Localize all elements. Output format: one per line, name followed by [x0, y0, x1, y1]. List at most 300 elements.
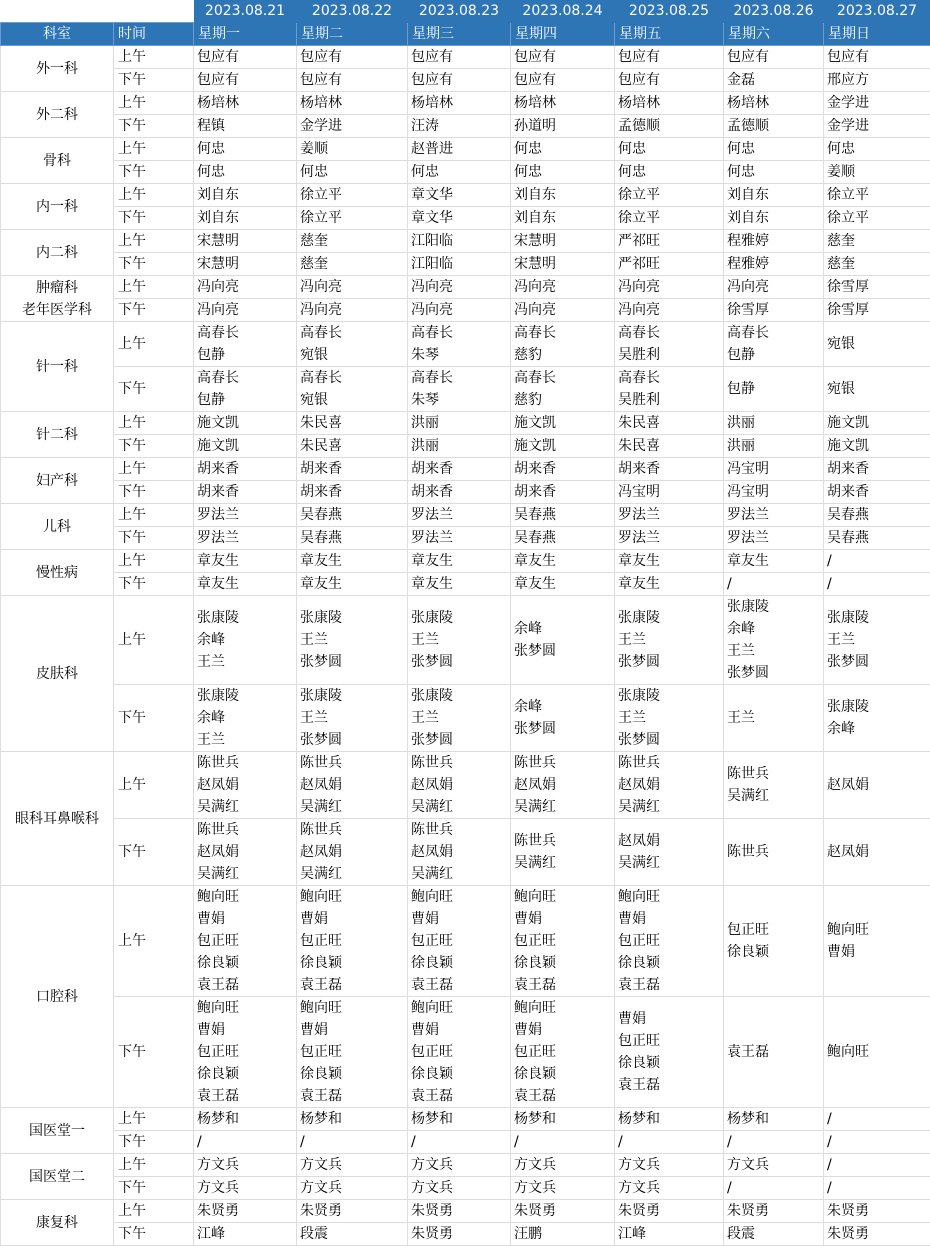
doctor-name: 朱贤勇 — [618, 1203, 660, 1219]
dept-name-secondary: 老年医学科 — [22, 302, 92, 318]
doctor-name: 章友生 — [197, 553, 239, 569]
doctor-cell — [615, 573, 724, 596]
doctor-name: 徐良颖 — [197, 1066, 239, 1082]
doctor-cell — [511, 504, 615, 527]
doctor-name: 曹娟 — [300, 1022, 328, 1038]
doctor-name: 包应有 — [197, 49, 239, 65]
doctor-name: 陈世兵 — [514, 833, 556, 849]
doctor-name: 包应有 — [411, 72, 453, 88]
doctor-name: 朱琴 — [411, 347, 439, 363]
doctor-name: 包正旺 — [514, 933, 556, 949]
doctor-cell — [194, 481, 297, 504]
doctor-name: 赵凤娟 — [300, 777, 342, 793]
doctor-name: 曹娟 — [827, 944, 855, 960]
doctor-cell — [297, 184, 408, 207]
doctor-name: 张梦圆 — [300, 732, 342, 748]
doctor-cell — [511, 230, 615, 253]
doctor-cell — [194, 161, 297, 184]
doctor-cell — [297, 322, 408, 367]
doctor-cell — [615, 886, 724, 997]
doctor-name: 张康陵 — [411, 610, 453, 626]
doctor-name: 章友生 — [411, 553, 453, 569]
doctor-cell — [824, 69, 930, 92]
doctor-cell — [297, 1200, 408, 1223]
doctor-cell — [511, 481, 615, 504]
doctor-name: 袁王磊 — [197, 1088, 239, 1104]
doctor-cell — [408, 573, 511, 596]
doctor-cell — [615, 1200, 724, 1223]
doctor-name: 姜顺 — [300, 141, 328, 157]
doctor-name: 冯向亮 — [411, 302, 453, 318]
doctor-cell — [615, 253, 724, 276]
doctor-name: 何忠 — [827, 141, 855, 157]
period-cell: 下午 — [114, 1177, 194, 1200]
period-cell: 下午 — [114, 1223, 194, 1246]
doctor-name: 徐良颖 — [411, 1066, 453, 1082]
doctor-cell — [824, 685, 930, 752]
doctor-name: 赵凤娟 — [411, 777, 453, 793]
doctor-name: 王兰 — [411, 710, 439, 726]
doctor-cell — [724, 458, 824, 481]
doctor-cell — [408, 253, 511, 276]
period-cell: 下午 — [114, 367, 194, 412]
doctor-cell — [824, 367, 930, 412]
doctor-name: 江峰 — [618, 1226, 646, 1242]
doctor-name: 曹娟 — [514, 911, 542, 927]
doctor-name: 吴胜利 — [618, 347, 660, 363]
doctor-cell — [615, 1223, 724, 1246]
doctor-cell — [824, 1177, 930, 1200]
doctor-cell — [408, 230, 511, 253]
doctor-name: 杨培林 — [618, 95, 660, 111]
doctor-name: 汪涛 — [411, 118, 439, 134]
doctor-cell — [511, 1131, 615, 1154]
doctor-cell — [615, 69, 724, 92]
doctor-cell — [511, 276, 615, 299]
doctor-name: 杨梦和 — [618, 1111, 660, 1127]
doctor-name: 朱贤勇 — [411, 1203, 453, 1219]
doctor-name: 慈豹 — [514, 392, 542, 408]
doctor-cell — [194, 1154, 297, 1177]
doctor-name: 徐良颖 — [727, 944, 769, 960]
doctor-cell — [194, 367, 297, 412]
doctor-cell — [724, 184, 824, 207]
schedule-row — [1, 230, 930, 253]
doctor-name: 吴春燕 — [300, 507, 342, 523]
dept-name-cell — [1, 1200, 114, 1246]
doctor-name: 冯宝明 — [727, 461, 769, 477]
doctor-name: 赵凤娟 — [618, 833, 660, 849]
doctor-cell — [194, 527, 297, 550]
doctor-cell — [615, 322, 724, 367]
period-cell: 上午 — [114, 46, 194, 69]
doctor-name: 吴满红 — [300, 799, 342, 815]
dept-name-cell — [1, 322, 114, 412]
doctor-cell — [297, 458, 408, 481]
doctor-name: 曹娟 — [411, 1022, 439, 1038]
doctor-cell — [408, 92, 511, 115]
doctor-name: 张梦圆 — [300, 654, 342, 670]
doctor-cell — [511, 997, 615, 1108]
schedule-row — [1, 412, 930, 435]
doctor-name: 赵普进 — [411, 141, 453, 157]
doctor-cell — [408, 1177, 511, 1200]
doctor-name: 曹娟 — [197, 911, 225, 927]
dept-name: 针二科 — [36, 427, 78, 443]
doctor-name: 王兰 — [197, 732, 225, 748]
doctor-name: / — [300, 1134, 305, 1150]
dept-name: 外二科 — [36, 107, 78, 123]
doctor-cell — [297, 435, 408, 458]
schedule-row — [1, 92, 930, 115]
doctor-name: 何忠 — [618, 141, 646, 157]
doctor-name: / — [727, 576, 732, 592]
doctor-name: 刘自东 — [727, 210, 769, 226]
doctor-name: 冯向亮 — [411, 279, 453, 295]
dept-name: 国医堂一 — [29, 1123, 85, 1139]
doctor-cell — [297, 138, 408, 161]
doctor-name: 曹娟 — [300, 911, 328, 927]
doctor-name: 包正旺 — [514, 1044, 556, 1060]
doctor-cell — [615, 367, 724, 412]
doctor-name: 罗法兰 — [727, 507, 769, 523]
doctor-name: 余峰 — [197, 710, 225, 726]
doctor-name: 张康陵 — [827, 699, 869, 715]
doctor-name: 高春长 — [197, 370, 239, 386]
doctor-name: 张康陵 — [827, 610, 869, 626]
doctor-name: 方文兵 — [411, 1157, 453, 1173]
doctor-name: 鲍向旺 — [411, 889, 453, 905]
doctor-name: 陈世兵 — [514, 755, 556, 771]
doctor-name: 徐雪厚 — [827, 302, 869, 318]
schedule-row — [1, 1154, 930, 1177]
weekday-header: 星期五 — [615, 23, 724, 46]
doctor-name: 鲍向旺 — [827, 922, 869, 938]
doctor-name: 刘自东 — [514, 210, 556, 226]
schedule-row — [1, 481, 930, 504]
doctor-name: 胡来香 — [827, 484, 869, 500]
doctor-cell — [194, 92, 297, 115]
doctor-cell — [724, 886, 824, 997]
doctor-name: 鲍向旺 — [197, 1000, 239, 1016]
doctor-name: 宋慧明 — [197, 233, 239, 249]
doctor-name: 慈奎 — [827, 233, 855, 249]
period-cell: 上午 — [114, 412, 194, 435]
doctor-cell — [824, 412, 930, 435]
schedule-row — [1, 161, 930, 184]
doctor-name: 杨梦和 — [197, 1111, 239, 1127]
doctor-name: 吴满红 — [727, 788, 769, 804]
doctor-cell — [511, 253, 615, 276]
doctor-name: 包正旺 — [618, 933, 660, 949]
doctor-cell — [615, 504, 724, 527]
date-cell: 2023.08.25 — [615, 1, 724, 23]
period-cell: 下午 — [114, 253, 194, 276]
doctor-name: 吴满红 — [300, 866, 342, 882]
schedule-row — [1, 685, 930, 752]
doctor-name: 王兰 — [197, 654, 225, 670]
doctor-cell — [615, 115, 724, 138]
doctor-cell — [824, 184, 930, 207]
period-cell: 上午 — [114, 138, 194, 161]
doctor-name: 朱贤勇 — [300, 1203, 342, 1219]
doctor-cell — [194, 1200, 297, 1223]
doctor-cell — [297, 230, 408, 253]
doctor-cell — [615, 299, 724, 322]
doctor-name: 施文凯 — [514, 415, 556, 431]
doctor-name: 张梦圆 — [514, 643, 556, 659]
doctor-name: 吴满红 — [618, 855, 660, 871]
doctor-name: 朱贤勇 — [197, 1203, 239, 1219]
doctor-cell — [297, 1108, 408, 1131]
doctor-name: 朱民喜 — [300, 438, 342, 454]
doctor-cell — [511, 412, 615, 435]
doctor-cell — [194, 819, 297, 886]
schedule-row — [1, 69, 930, 92]
doctor-cell — [511, 458, 615, 481]
doctor-cell — [511, 138, 615, 161]
doctor-name: 胡来香 — [514, 461, 556, 477]
dept-name-cell — [1, 1154, 114, 1200]
doctor-name: 方文兵 — [618, 1180, 660, 1196]
doctor-cell — [408, 1108, 511, 1131]
doctor-name: 何忠 — [514, 164, 542, 180]
doctor-name: 刘自东 — [197, 187, 239, 203]
doctor-name: 徐良颖 — [300, 1066, 342, 1082]
schedule-row — [1, 276, 930, 299]
doctor-cell — [408, 207, 511, 230]
doctor-cell — [724, 573, 824, 596]
dept-name: 皮肤科 — [36, 666, 78, 682]
doctor-name: 王兰 — [618, 710, 646, 726]
doctor-cell — [297, 886, 408, 997]
doctor-name: 罗法兰 — [618, 530, 660, 546]
doctor-cell — [297, 367, 408, 412]
doctor-name: 高春长 — [514, 325, 556, 341]
doctor-name: 曹娟 — [197, 1022, 225, 1038]
period-cell: 上午 — [114, 184, 194, 207]
doctor-cell — [615, 230, 724, 253]
doctor-cell — [724, 207, 824, 230]
doctor-name: 张康陵 — [618, 610, 660, 626]
doctor-name: 宛银 — [827, 381, 855, 397]
doctor-cell — [824, 115, 930, 138]
doctor-name: 徐良颖 — [618, 955, 660, 971]
schedule-row — [1, 550, 930, 573]
doctor-name: 宛银 — [300, 392, 328, 408]
schedule-row — [1, 367, 930, 412]
doctor-name: 方文兵 — [411, 1180, 453, 1196]
doctor-name: 王兰 — [411, 632, 439, 648]
doctor-cell — [194, 435, 297, 458]
doctor-name: / — [727, 1134, 732, 1150]
doctor-name: 章友生 — [300, 576, 342, 592]
doctor-name: 段震 — [727, 1226, 755, 1242]
doctor-name: 杨梦和 — [514, 1111, 556, 1127]
doctor-cell — [511, 299, 615, 322]
doctor-name: 包正旺 — [300, 933, 342, 949]
doctor-name: 张梦圆 — [827, 654, 869, 670]
schedule-row — [1, 1108, 930, 1131]
schedule-row — [1, 997, 930, 1108]
doctor-cell — [724, 138, 824, 161]
doctor-name: 张康陵 — [197, 610, 239, 626]
doctor-name: 施文凯 — [827, 438, 869, 454]
doctor-cell — [408, 435, 511, 458]
doctor-name: 吴春燕 — [300, 530, 342, 546]
doctor-name: 张康陵 — [618, 688, 660, 704]
doctor-cell — [724, 1223, 824, 1246]
doctor-name: 陈世兵 — [727, 766, 769, 782]
doctor-name: 徐良颖 — [197, 955, 239, 971]
doctor-cell — [194, 550, 297, 573]
doctor-name: 刘自东 — [197, 210, 239, 226]
doctor-cell — [824, 504, 930, 527]
doctor-name: 何忠 — [300, 164, 328, 180]
doctor-cell — [511, 46, 615, 69]
period-cell: 下午 — [114, 435, 194, 458]
doctor-cell — [615, 752, 724, 819]
doctor-name: 张康陵 — [727, 599, 769, 615]
doctor-name: 徐立平 — [827, 187, 869, 203]
doctor-cell — [824, 322, 930, 367]
doctor-cell — [824, 1154, 930, 1177]
doctor-name: 胡来香 — [197, 461, 239, 477]
dept-name: 康复科 — [36, 1215, 78, 1231]
doctor-cell — [408, 596, 511, 685]
doctor-name: 胡来香 — [618, 461, 660, 477]
doctor-name: 朱贤勇 — [827, 1203, 869, 1219]
doctor-cell — [511, 752, 615, 819]
doctor-name: 包静 — [197, 392, 225, 408]
doctor-cell — [511, 322, 615, 367]
schedule-row — [1, 1200, 930, 1223]
doctor-name: 杨培林 — [411, 95, 453, 111]
doctor-name: 吴满红 — [197, 866, 239, 882]
doctor-name: 余峰 — [514, 621, 542, 637]
doctor-name: 汪鹏 — [514, 1226, 542, 1242]
doctor-name: 王兰 — [727, 710, 755, 726]
doctor-name: 袁王磊 — [618, 1077, 660, 1093]
doctor-name: 胡来香 — [300, 484, 342, 500]
doctor-cell — [408, 1154, 511, 1177]
doctor-name: 包正旺 — [411, 1044, 453, 1060]
doctor-cell — [724, 412, 824, 435]
doctor-cell — [297, 504, 408, 527]
doctor-name: 方文兵 — [300, 1157, 342, 1173]
period-cell: 上午 — [114, 92, 194, 115]
doctor-cell — [297, 92, 408, 115]
doctor-cell — [194, 184, 297, 207]
period-cell: 上午 — [114, 596, 194, 685]
doctor-cell — [194, 412, 297, 435]
doctor-name: 吴满红 — [514, 855, 556, 871]
date-cell: 2023.08.27 — [824, 1, 930, 23]
doctor-name: 赵凤娟 — [197, 777, 239, 793]
doctor-cell — [724, 161, 824, 184]
doctor-name: 鲍向旺 — [300, 1000, 342, 1016]
doctor-name: 金学进 — [827, 95, 869, 111]
doctor-cell — [408, 367, 511, 412]
doctor-name: 宋慧明 — [197, 256, 239, 272]
doctor-name: 何忠 — [411, 164, 439, 180]
doctor-name: 陈世兵 — [411, 822, 453, 838]
doctor-cell — [615, 184, 724, 207]
doctor-name: 陈世兵 — [300, 822, 342, 838]
doctor-cell — [615, 527, 724, 550]
doctor-name: 包应有 — [514, 49, 556, 65]
doctor-name: 刘自东 — [514, 187, 556, 203]
date-cell: 2023.08.21 — [194, 1, 297, 23]
period-cell: 下午 — [114, 69, 194, 92]
doctor-name: 包正旺 — [618, 1033, 660, 1049]
doctor-cell — [408, 504, 511, 527]
doctor-cell — [824, 481, 930, 504]
doctor-name: 陈世兵 — [300, 755, 342, 771]
doctor-name: / — [411, 1134, 416, 1150]
period-cell: 下午 — [114, 997, 194, 1108]
doctor-name: 余峰 — [197, 632, 225, 648]
doctor-name: 高春长 — [411, 370, 453, 386]
doctor-cell — [724, 1200, 824, 1223]
doctor-cell — [824, 207, 930, 230]
dept-name-cell — [1, 412, 114, 458]
doctor-cell — [297, 596, 408, 685]
dept-name: 口腔科 — [36, 989, 78, 1005]
schedule-row — [1, 1177, 930, 1200]
date-cell: 2023.08.26 — [724, 1, 824, 23]
doctor-name: 王兰 — [300, 632, 328, 648]
dept-name: 内一科 — [36, 199, 78, 215]
doctor-cell — [724, 92, 824, 115]
doctor-cell — [824, 276, 930, 299]
doctor-cell — [194, 138, 297, 161]
doctor-name: 江阳临 — [411, 256, 453, 272]
doctor-name: 章友生 — [514, 576, 556, 592]
doctor-name: 朱贤勇 — [727, 1203, 769, 1219]
doctor-cell — [724, 596, 824, 685]
doctor-cell — [615, 1108, 724, 1131]
doctor-cell — [194, 1108, 297, 1131]
doctor-cell — [824, 92, 930, 115]
dept-name: 妇产科 — [36, 473, 78, 489]
doctor-name: 袁王磊 — [514, 977, 556, 993]
doctor-name: 包应有 — [727, 49, 769, 65]
doctor-cell — [408, 161, 511, 184]
period-cell: 上午 — [114, 1154, 194, 1177]
doctor-cell — [408, 997, 511, 1108]
doctor-name: 孟德顺 — [618, 118, 660, 134]
dept-name-cell — [1, 886, 114, 1108]
schedule-row — [1, 1131, 930, 1154]
doctor-cell — [511, 435, 615, 458]
doctor-name: / — [197, 1134, 202, 1150]
doctor-name: 罗法兰 — [197, 507, 239, 523]
doctor-name: 冯向亮 — [618, 302, 660, 318]
period-cell: 上午 — [114, 504, 194, 527]
doctor-cell — [297, 299, 408, 322]
doctor-name: 徐立平 — [300, 210, 342, 226]
doctor-name: 冯向亮 — [300, 302, 342, 318]
doctor-name: 吴春燕 — [514, 507, 556, 523]
doctor-cell — [194, 115, 297, 138]
doctor-name: 鲍向旺 — [514, 889, 556, 905]
doctor-cell — [511, 527, 615, 550]
doctor-name: 邢应方 — [827, 72, 869, 88]
weekday-header: 星期四 — [511, 23, 615, 46]
doctor-cell — [724, 115, 824, 138]
doctor-name: 张梦圆 — [411, 732, 453, 748]
